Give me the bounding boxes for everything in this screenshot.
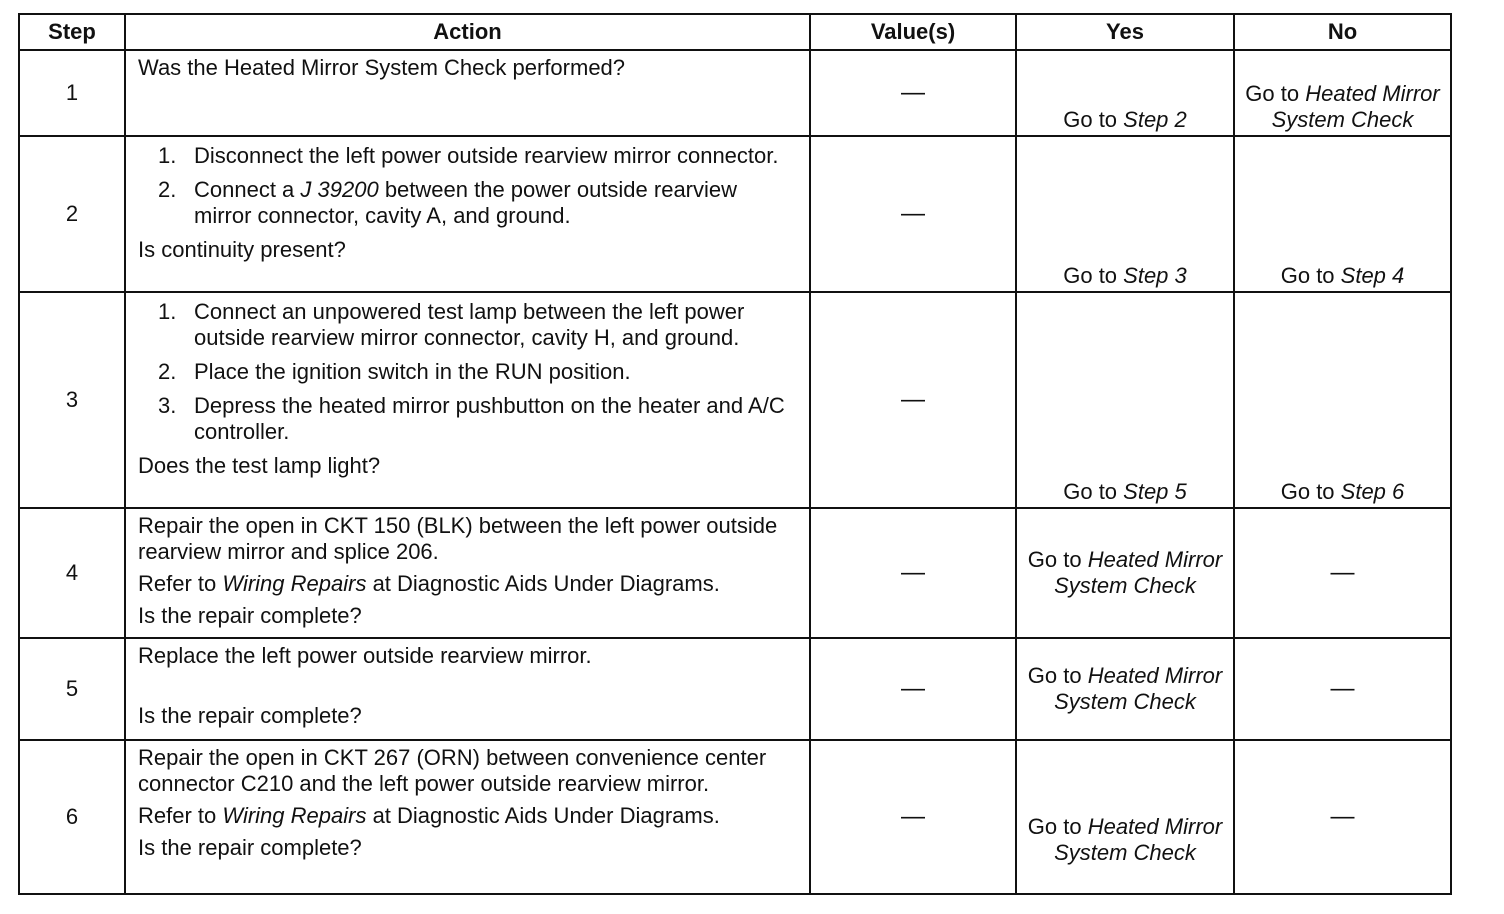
yes-prefix: Go to bbox=[1063, 479, 1124, 504]
yes-reference: Heated Mirror System Check bbox=[1054, 814, 1223, 865]
yes-cell bbox=[1016, 50, 1234, 136]
action-cell bbox=[125, 292, 810, 508]
refer-prefix: Refer to bbox=[138, 803, 223, 828]
no-prefix: Go to bbox=[1280, 263, 1341, 288]
tool-reference: J 39200 bbox=[300, 177, 379, 202]
yes-cell bbox=[1016, 740, 1234, 894]
refer-reference: Wiring Repairs bbox=[222, 803, 367, 828]
action-question: Does the test lamp light? bbox=[138, 453, 381, 478]
no-cell bbox=[1234, 292, 1451, 508]
yes-prefix: Go to bbox=[1027, 546, 1088, 572]
yes-reference: Step 2 bbox=[1123, 107, 1187, 132]
procedure-item bbox=[138, 393, 799, 445]
action-cell bbox=[125, 50, 810, 136]
refer-text bbox=[138, 571, 799, 597]
value-cell: — bbox=[810, 292, 1016, 508]
yes-reference: Heated Mirror System Check bbox=[1054, 546, 1223, 598]
no-cell: — bbox=[1234, 740, 1451, 894]
value-cell: — bbox=[810, 136, 1016, 292]
yes-reference: Step 3 bbox=[1123, 263, 1187, 288]
yes-reference: Step 5 bbox=[1123, 479, 1187, 504]
header-yes: Yes bbox=[1016, 14, 1234, 50]
procedure-item bbox=[138, 143, 799, 169]
diagnostic-table bbox=[18, 13, 1452, 895]
header-step: Step bbox=[19, 14, 125, 50]
yes-prefix: Go to bbox=[1063, 263, 1124, 288]
no-cell bbox=[1234, 136, 1451, 292]
step-number: 5 bbox=[19, 638, 125, 740]
item-text: between the power outside rearview mirror connector, cavity A, and ground. bbox=[194, 177, 738, 228]
yes-cell bbox=[1016, 292, 1234, 508]
step-number: 4 bbox=[19, 508, 125, 638]
item-text: Disconnect the left power outside rearview mirror connector. bbox=[194, 143, 779, 168]
action-text: Replace the left power outside rearview mirror. bbox=[138, 643, 592, 668]
value-cell: — bbox=[810, 508, 1016, 638]
item-number: 1. bbox=[158, 299, 177, 324]
no-cell: — bbox=[1234, 638, 1451, 740]
no-prefix: Go to bbox=[1280, 479, 1341, 504]
item-text: Place the ignition switch in the RUN position. bbox=[194, 359, 631, 384]
header-values: Value(s) bbox=[810, 14, 1016, 50]
table-row bbox=[19, 292, 1451, 508]
procedure-item bbox=[138, 177, 799, 229]
value-cell: — bbox=[810, 50, 1016, 136]
no-prefix: Go to bbox=[1245, 81, 1306, 106]
action-question: Is the repair complete? bbox=[138, 703, 362, 728]
value-cell: — bbox=[810, 638, 1016, 740]
yes-prefix: Go to bbox=[1027, 814, 1088, 839]
no-cell: — bbox=[1234, 508, 1451, 638]
table-row bbox=[19, 136, 1451, 292]
item-number: 1. bbox=[158, 143, 177, 168]
refer-reference: Wiring Repairs bbox=[222, 571, 367, 596]
step-number: 1 bbox=[19, 50, 125, 136]
refer-suffix: at Diagnostic Aids Under Diagrams. bbox=[366, 803, 720, 828]
refer-text bbox=[138, 803, 799, 829]
yes-cell bbox=[1016, 508, 1234, 638]
header-action: Action bbox=[125, 14, 810, 50]
yes-cell bbox=[1016, 638, 1234, 740]
table-row bbox=[19, 508, 1451, 638]
action-cell bbox=[125, 638, 810, 740]
action-cell bbox=[125, 508, 810, 638]
item-number: 2. bbox=[158, 359, 177, 384]
item-text: Connect a bbox=[194, 177, 301, 202]
header-row bbox=[19, 14, 1451, 50]
step-number: 6 bbox=[19, 740, 125, 894]
yes-reference: Heated Mirror System Check bbox=[1054, 662, 1223, 714]
step-number: 3 bbox=[19, 292, 125, 508]
yes-cell bbox=[1016, 136, 1234, 292]
item-text: Depress the heated mirror pushbutton on the heater and A/C controller. bbox=[194, 393, 785, 444]
no-reference: Step 4 bbox=[1340, 263, 1405, 288]
step-number: 2 bbox=[19, 136, 125, 292]
action-text: Repair the open in CKT 267 (ORN) between convenience center connector C210 and the left power outside rearview mirror. bbox=[138, 745, 767, 796]
action-text: Repair the open in CKT 150 (BLK) between the left power outside rearview mirror and splice 206. bbox=[138, 513, 778, 564]
procedure-list bbox=[138, 143, 799, 229]
item-number: 3. bbox=[158, 393, 177, 418]
value-cell: — bbox=[810, 740, 1016, 894]
table-row bbox=[19, 50, 1451, 136]
header-no: No bbox=[1234, 14, 1451, 50]
refer-prefix: Refer to bbox=[138, 571, 223, 596]
yes-prefix: Go to bbox=[1063, 107, 1124, 132]
action-text: Was the Heated Mirror System Check performed? bbox=[138, 55, 626, 80]
action-question: Is continuity present? bbox=[138, 237, 346, 262]
item-number: 2. bbox=[158, 177, 177, 202]
action-question: Is the repair complete? bbox=[138, 603, 362, 628]
refer-suffix: at Diagnostic Aids Under Diagrams. bbox=[366, 571, 720, 596]
table-row bbox=[19, 638, 1451, 740]
table-row bbox=[19, 740, 1451, 894]
no-reference: Step 6 bbox=[1340, 479, 1405, 504]
action-question: Is the repair complete? bbox=[138, 835, 362, 860]
yes-prefix: Go to bbox=[1027, 662, 1088, 688]
action-cell bbox=[125, 740, 810, 894]
procedure-list bbox=[138, 299, 799, 445]
no-cell bbox=[1234, 50, 1451, 136]
item-text: Connect an unpowered test lamp between the left power outside rearview mirror connector, cavity H, and ground. bbox=[194, 299, 745, 350]
no-reference: Heated Mirror System Check bbox=[1271, 81, 1440, 132]
procedure-item bbox=[138, 299, 799, 351]
procedure-item bbox=[138, 359, 799, 385]
action-cell bbox=[125, 136, 810, 292]
